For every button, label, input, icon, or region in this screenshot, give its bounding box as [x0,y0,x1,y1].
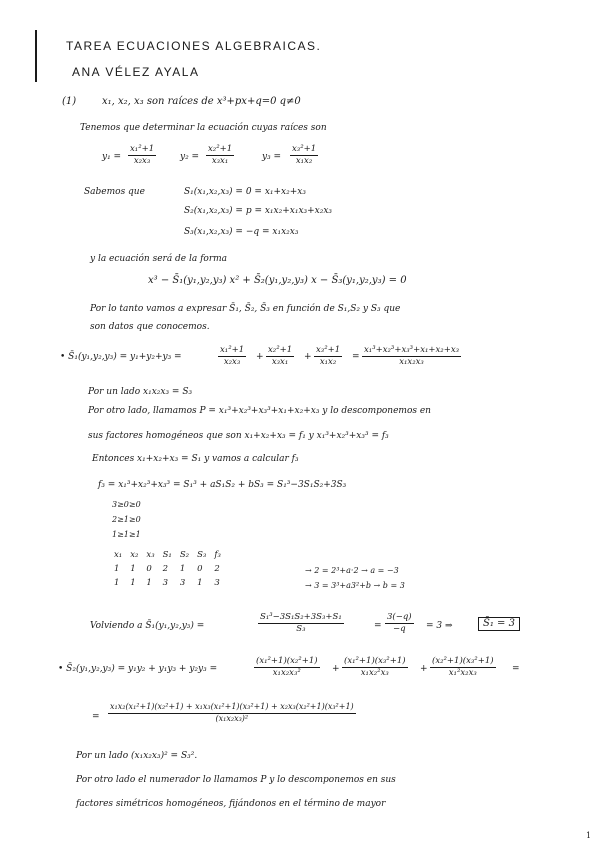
table-cell: 3 [214,578,220,588]
equals-sign: = [92,712,100,722]
known-s1: S₁(x₁,x₂,x₃) = 0 = x₁+x₂+x₃ [184,187,306,197]
table-cell: 3 [162,578,169,588]
s1bar-line-1: Por un lado x₁x₂x₃ = S₃ [88,387,193,397]
s1bar-t3-numerator: x₃²+1 [314,346,342,357]
s1bar-t2-denominator: x₃x₁ [271,357,289,368]
table-cell: 1 [114,564,120,574]
s2bar-line-3: factores simétricos homogéneos, fijándonos en el término de mayor [76,799,386,809]
table-cell: 1 [179,564,186,574]
back-numerator-2: 3(−q) [385,613,414,624]
coefficient-table [110,548,225,590]
s2bar-t3-numerator: (x₂²+1)(x₃²+1) [430,657,496,668]
coefficient-a-equation: → 2 = 2³+a·2 → a = −3 [305,566,399,575]
equals-sign: = [374,621,382,631]
back-fraction-1 [258,613,344,635]
y3-label: y₃ = [262,152,282,162]
s1bar-t3-denominator: x₁x₂ [319,357,337,368]
table-cell: 1 [146,578,152,588]
back-numerator: S₁³−3S₁S₂+3S₃+S₁ [258,613,344,624]
partition-3: 1≥1≥1 [112,530,141,539]
table-cell: 0 [197,564,203,574]
table-cell: 2 [162,564,169,574]
back-denominator-2: −q [393,624,406,635]
s2bar-term-3 [430,657,496,679]
s2bar-term-2 [342,657,408,679]
s2bar-t1-denominator: x₁x₂x₃² [272,668,301,679]
coefficient-table-body [110,548,225,590]
y1-fraction [128,145,156,167]
plus-sign: + [304,352,312,362]
partition-2: 2≥1≥0 [112,515,141,524]
s1bar-t1-numerator: x₁²+1 [218,346,246,357]
table-cell: 3 [179,578,186,588]
s2bar-t2-numerator: (x₁²+1)(x₃²+1) [342,657,408,668]
s2bar-t3-denominator: x₁²x₂x₃ [448,668,477,679]
s2bar-big-fraction [108,703,356,724]
s2bar-line-1: Por un lado (x₁x₂x₃)² = S₃². [76,751,198,761]
back-fraction-2 [385,613,414,635]
s1bar-t2-numerator: x₂²+1 [266,346,294,357]
problem-number: (1) [62,96,77,107]
y2-label: y₂ = [180,152,200,162]
y2-numerator: x₂²+1 [206,145,234,156]
s1bar-lhs: • S̄₁(y₁,y₂,y₃) = y₁+y₂+y₃ = [60,352,182,362]
problem-statement: x₁, x₂, x₃ son raíces de x³+px+q=0 q≠0 [102,96,301,107]
page-number: 1 [586,831,592,840]
table-header-cell: x₁ [114,550,123,560]
table-header-cell: S₃ [197,550,207,560]
s1bar-result-fraction [362,346,461,368]
table-cell: 2 [214,564,220,574]
s1bar-line-4: Entonces x₁+x₂+x₃ = S₁ y vamos a calcular f₃ [92,454,299,464]
table-cell: 1 [114,578,120,588]
s2bar-term-1 [254,657,320,679]
s2bar-t1-numerator: (x₁²+1)(x₂²+1) [254,657,320,668]
partition-1: 3≥0≥0 [112,500,141,509]
plan-line-1: Por lo tanto vamos a expresar S̄₁, S̄₂, S̄₃ en función de S₁,S₂ y S₃ que [90,304,401,314]
table-row [110,562,225,576]
s2bar-lhs: • S̄₂(y₁,y₂,y₃) = y₁y₂ + y₁y₃ + y₂y₃ = [58,664,218,674]
s2bar-t2-denominator: x₁x₂²x₃ [360,668,389,679]
plan-line-2: son datos que conocemos. [90,322,210,332]
back-result-arrow: = 3 ⇒ [426,621,453,631]
s1bar-result-numerator: x₁³+x₂³+x₃³+x₁+x₂+x₃ [362,346,461,357]
table-header-cell: S₂ [179,550,190,560]
page-title: TAREA ECUACIONES ALGEBRAICAS. [66,39,322,53]
table-header-cell: x₃ [146,550,155,560]
plus-sign: + [332,664,340,674]
s2bar-big-numerator: x₁x₂(x₁²+1)(x₂²+1) + x₁x₃(x₁²+1)(x₃²+1) + x₂x₃(x₂²+1)(x₃²+1) [108,703,356,714]
y2-denominator: x₃x₁ [211,156,229,167]
equals-sign: = [512,664,520,674]
s2bar-big-denominator: (x₁x₂x₃)² [215,713,249,723]
plus-sign: + [256,352,264,362]
s1bar-term-1 [218,346,246,368]
s1bar-t1-denominator: x₂x₃ [223,357,241,368]
margin-bar [35,30,37,82]
table-cell: 1 [130,578,136,588]
plus-sign: + [420,664,428,674]
s1bar-line-3: sus factores homogéneos que son x₁+x₂+x₃ = f₁ y x₁³+x₂³+x₃³ = f₃ [88,431,389,441]
known-intro: Sabemos que [84,187,145,197]
problem-task: Tenemos que determinar la ecuación cuyas raíces son [80,123,327,133]
table-row [110,576,225,590]
y3-fraction [290,145,318,167]
known-s3: S₃(x₁,x₂,x₃) = −q = x₁x₂x₃ [184,227,299,237]
y1-denominator: x₂x₃ [133,156,151,167]
equation-form: x³ − S̄₁(y₁,y₂,y₃) x² + S̄₂(y₁,y₂,y₃) x − S̄₃(y₁,y₂,y₃) = 0 [148,275,407,286]
s1bar-term-3 [314,346,342,368]
equation-intro: y la ecuación será de la forma [90,254,228,264]
known-s2: S₂(x₁,x₂,x₃) = p = x₁x₂+x₁x₃+x₂x₃ [184,206,333,216]
y1-numerator: x₁²+1 [128,145,156,156]
s1bar-term-2 [266,346,294,368]
table-header-cell: x₂ [130,550,139,560]
back-denominator: S₃ [296,624,306,635]
back-substitution-lhs: Volviendo a S̄₁(y₁,y₂,y₃) = [90,621,205,631]
y3-numerator: x₃²+1 [290,145,318,156]
y3-denominator: x₁x₂ [295,156,313,167]
s1bar-boxed-result: S̄₁ = 3 [478,617,520,631]
table-cell: 1 [130,564,136,574]
table-header-cell: S₁ [162,550,172,560]
f3-expansion: f₃ = x₁³+x₂³+x₃³ = S₁³ + aS₁S₂ + bS₃ = S₁³−3S₁S₂+3S₃ [98,480,347,490]
author-name: ANA VÉLEZ AYALA [72,65,200,79]
table-cell: 1 [197,578,203,588]
s1bar-line-2: Por otro lado, llamamos P = x₁³+x₂³+x₃³+x₁+x₂+x₃ y lo descomponemos en [88,406,431,416]
y2-fraction [206,145,234,167]
table-header-cell: f₃ [214,550,221,560]
s2bar-line-2: Por otro lado el numerador lo llamamos P y lo descomponemos en sus [76,775,396,785]
s1bar-result-denominator: x₁x₂x₃ [399,357,424,368]
equals-sign: = [352,352,360,362]
y1-label: y₁ = [102,152,122,162]
table-header-row [110,548,225,562]
coefficient-b-equation: → 3 = 3³+a3²+b → b = 3 [305,581,405,590]
table-cell: 0 [146,564,152,574]
